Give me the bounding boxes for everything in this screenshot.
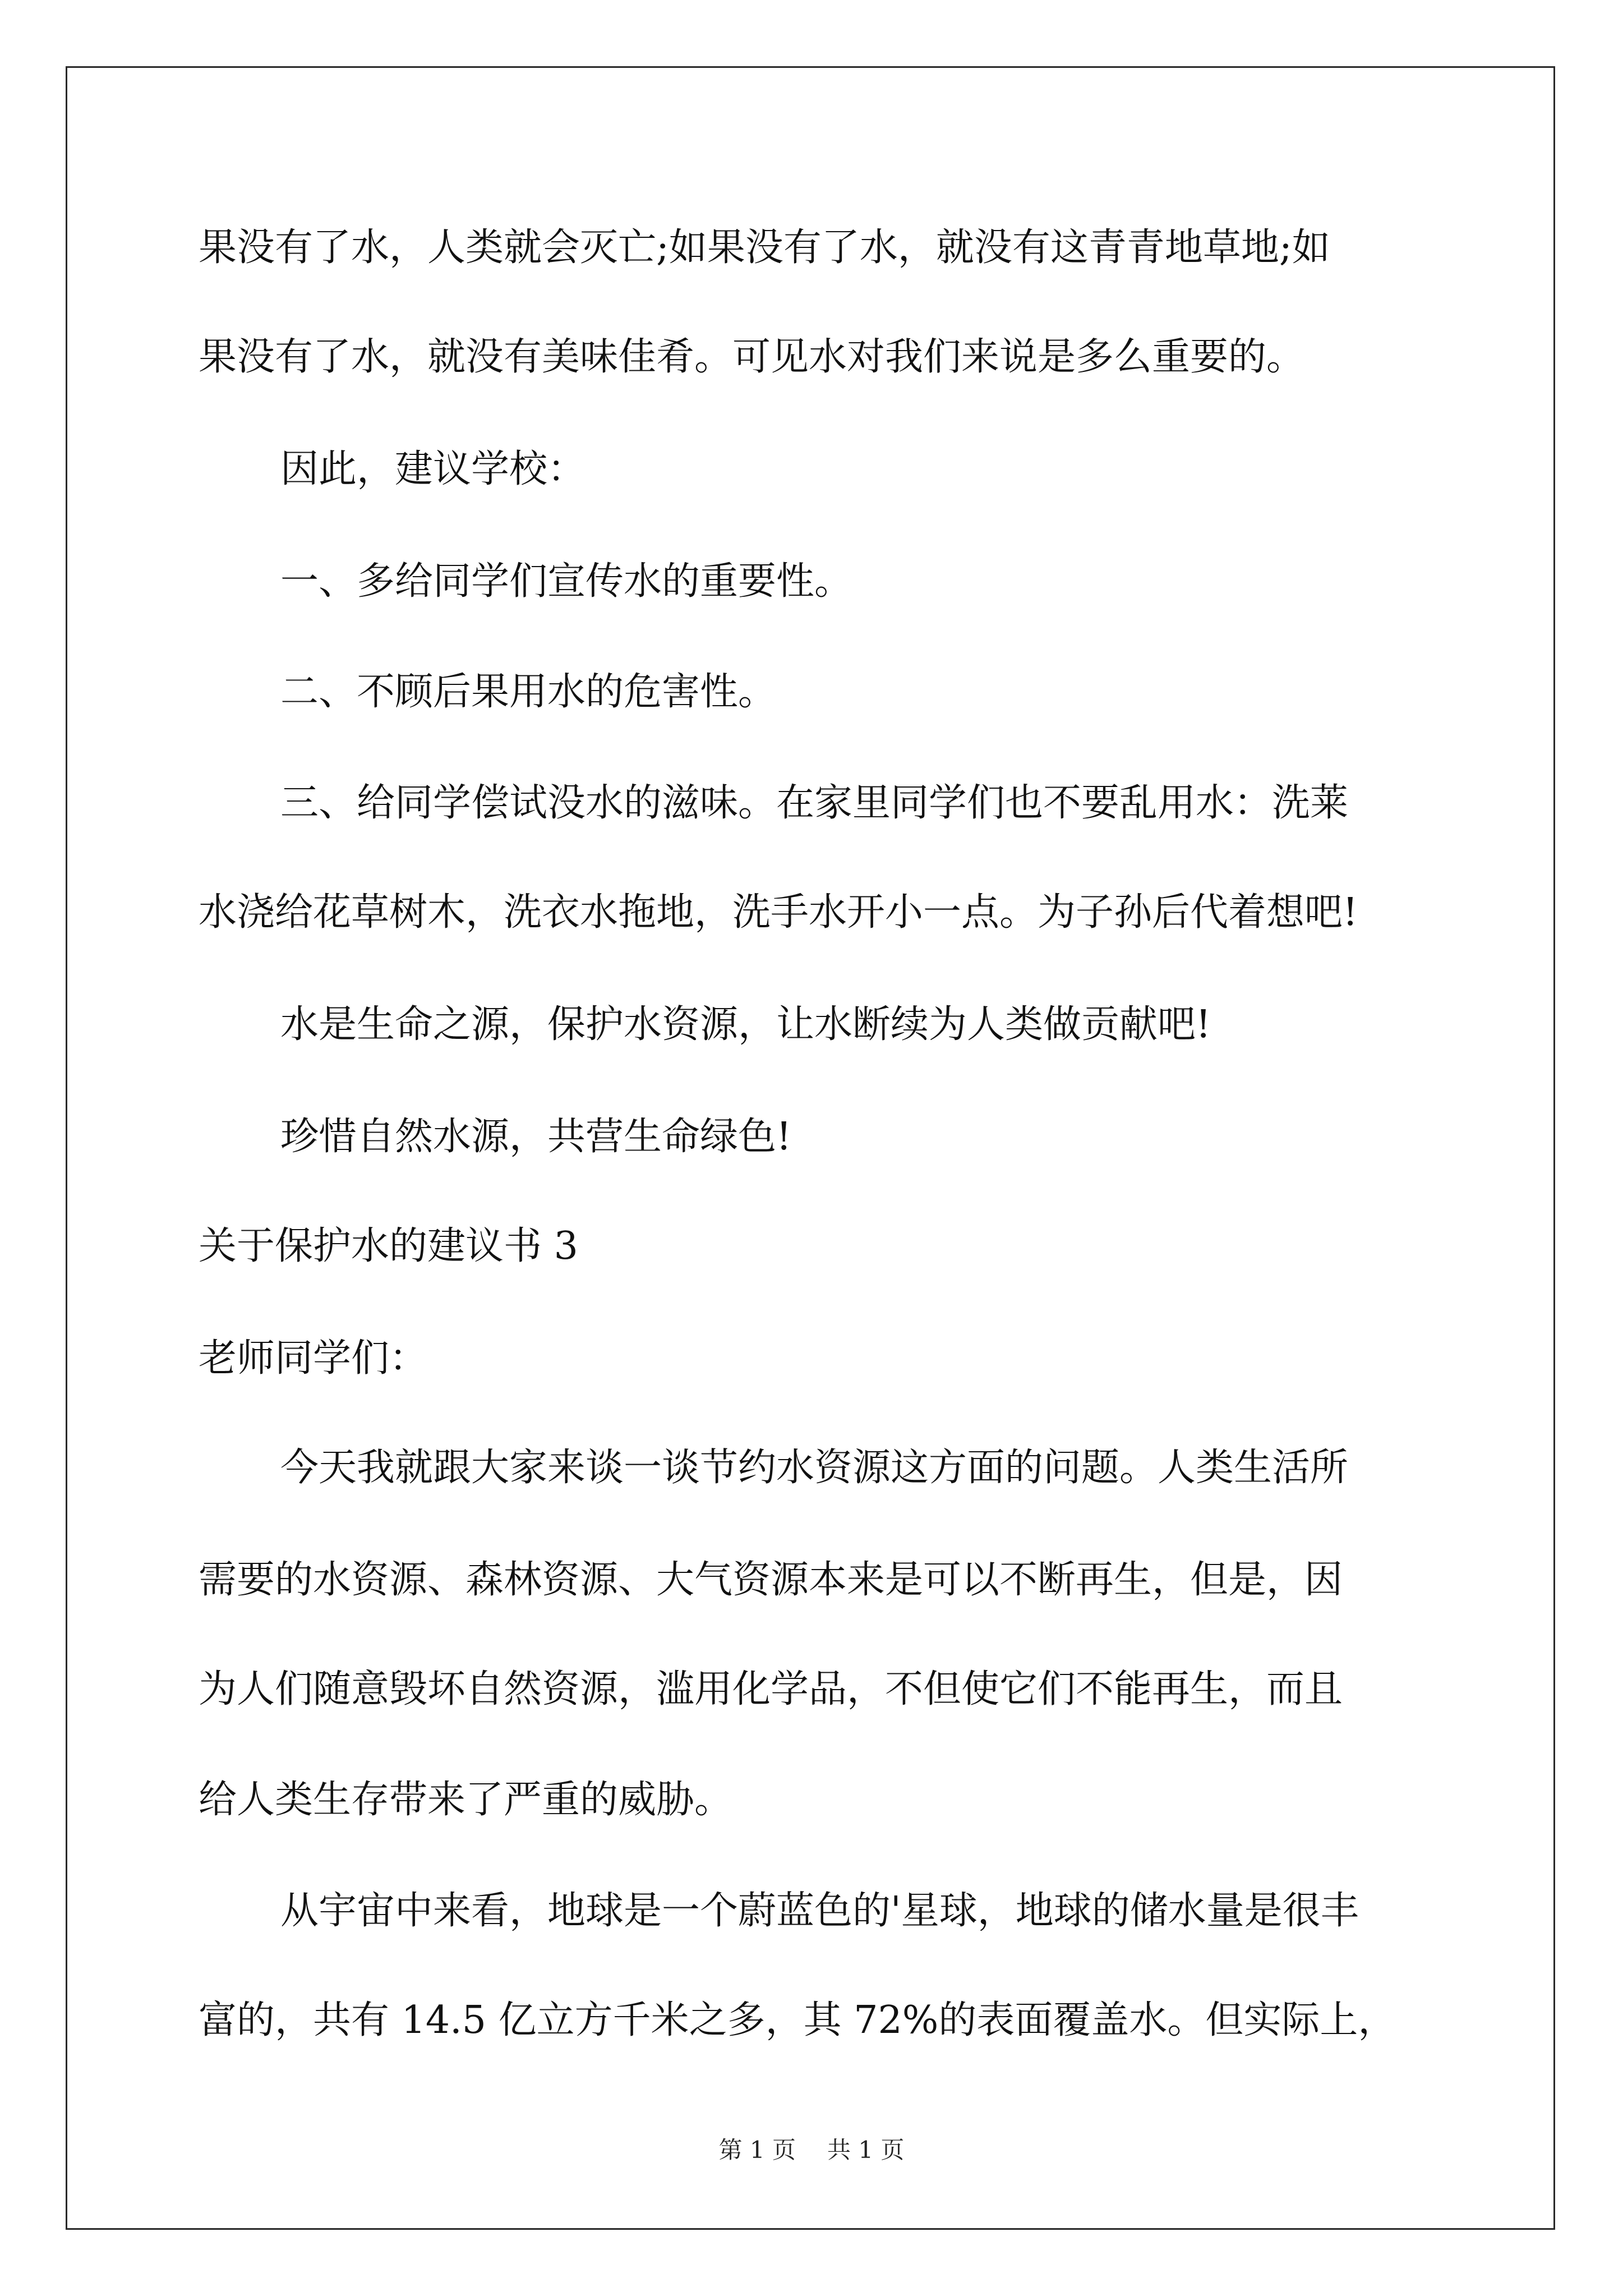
- page-total: 共 1 页: [827, 2136, 905, 2164]
- text-line: 二、不顾后果用水的危害性。: [280, 670, 777, 714]
- text-line: 珍惜自然水源，共营生命绿色!: [280, 1115, 792, 1159]
- text-line: 水是生命之源，保护水资源，让水断续为人类做贡献吧!: [280, 1002, 1211, 1047]
- text-line: 果没有了水，就没有美味佳肴。可见水对我们来说是多么重要的。: [199, 335, 1305, 379]
- page-number: 第 1 页: [718, 2136, 796, 2164]
- text-line: 富的，共有 14.5 亿立方千米之多，其 72%的表面覆盖水。但实际上，: [199, 1998, 1396, 2042]
- section-heading: 关于保护水的建议书 3: [199, 1224, 578, 1268]
- text-line: 今天我就跟大家来谈一谈节约水资源这方面的问题。人类生活所: [280, 1446, 1349, 1490]
- text-line: 三、给同学偿试没水的滋味。在家里同学们也不要乱用水：洗莱: [280, 781, 1349, 825]
- text-line: 水浇给花草树木，洗衣水拖地，洗手水开小一点。为子孙后代着想吧!: [199, 890, 1358, 935]
- text-line: 为人们随意毁坏自然资源，滥用化学品，不但使它们不能再生，而且: [199, 1667, 1343, 1711]
- text-line: 从宇宙中来看，地球是一个蔚蓝色的'星球，地球的储水量是很丰: [280, 1889, 1359, 1933]
- page-footer: [0, 2132, 1623, 2165]
- text-line: 因此，建议学校：: [280, 447, 586, 491]
- text-line: 一、多给同学们宣传水的重要性。: [280, 559, 853, 604]
- text-line: 果没有了水，人类就会灭亡;如果没有了水，就没有这青青地草地;如: [199, 226, 1330, 270]
- text-line: 给人类生存带来了严重的威胁。: [199, 1778, 733, 1822]
- text-line: 需要的水资源、森林资源、大气资源本来是可以不断再生，但是，因: [199, 1558, 1343, 1602]
- salutation: 老师同学们：: [199, 1336, 428, 1381]
